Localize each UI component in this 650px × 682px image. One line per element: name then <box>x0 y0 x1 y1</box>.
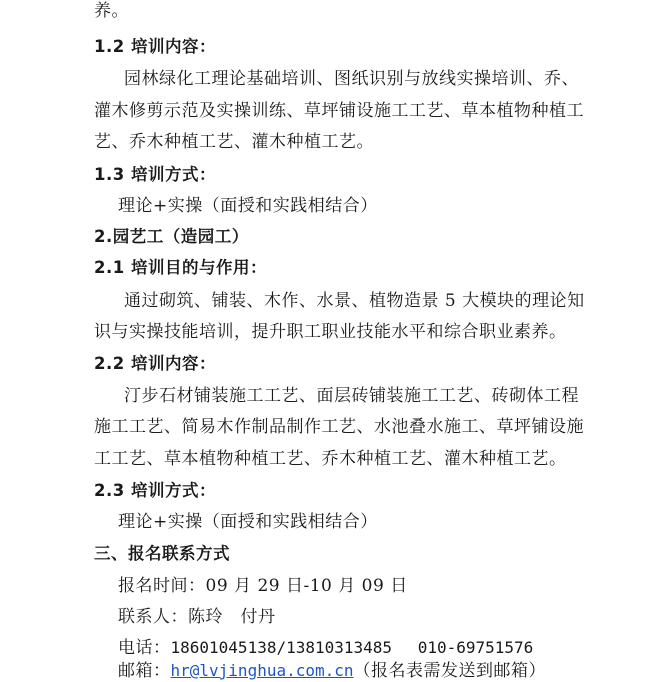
phone-numbers: 18601045138/13810313485 010-69751576 <box>170 638 534 657</box>
continued-text: 养。 <box>94 1 129 21</box>
phone-row <box>118 637 533 659</box>
paragraph-1-2-line-3: 艺、乔木种植工艺、灌木种植工艺。 <box>94 132 374 152</box>
email-label: 邮箱： <box>118 661 171 681</box>
paragraph-2-2-line-1: 汀步石材铺装施工工艺、面层砖铺装施工工艺、砖砌体工程 <box>124 386 579 406</box>
registration-time: 报名时间：09 月 29 日-10 月 09 日 <box>118 576 408 596</box>
section-heading-2-1: 2.1 培训目的与作用： <box>94 258 267 277</box>
section-heading-3: 三、报名联系方式 <box>94 544 230 563</box>
paragraph-2-3: 理论+实操（面授和实践相结合） <box>118 512 378 532</box>
email-link[interactable]: hr@lvjinghua.com.cn <box>170 661 354 680</box>
paragraph-2-1-line-2: 识与实操技能培训，提升职工职业技能水平和综合职业素养。 <box>94 322 567 342</box>
paragraph-1-2-line-1: 园林绿化工理论基础培训、图纸识别与放线实操培训、乔、 <box>124 69 579 89</box>
section-heading-1-3: 1.3 培训方式： <box>94 165 216 184</box>
paragraph-2-2-line-3: 工工艺、草本植物种植工艺、乔木种植工艺、灌木种植工艺。 <box>94 449 567 469</box>
paragraph-2-1-line-1: 通过砌筑、铺装、木作、水景、植物造景 5 大模块的理论知 <box>124 291 585 311</box>
phone-label: 电话： <box>118 638 171 658</box>
section-heading-1-2: 1.2 培训内容： <box>94 37 216 56</box>
contact-persons: 联系人：陈玲 付丹 <box>118 607 276 627</box>
paragraph-1-2-line-2: 灌木修剪示范及实操训练、草坪铺设施工工艺、草本植物种植工 <box>94 101 584 121</box>
paragraph-1-3: 理论+实操（面授和实践相结合） <box>118 196 378 216</box>
email-note: （报名表需发送到邮箱） <box>353 661 547 681</box>
paragraph-2-2-line-2: 施工工艺、简易木作制品制作工艺、水池叠水施工、草坪铺设施 <box>94 417 584 437</box>
section-heading-2-3: 2.3 培训方式： <box>94 481 216 500</box>
email-row <box>118 660 546 682</box>
section-heading-2: 2.园艺工（造园工） <box>94 227 249 246</box>
section-heading-2-2: 2.2 培训内容： <box>94 354 216 373</box>
